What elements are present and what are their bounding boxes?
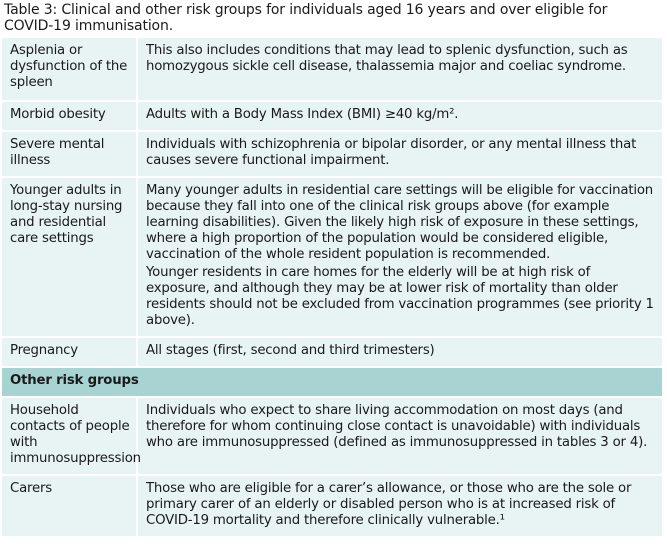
description-text: Individuals with schizophrenia or bipolar disorder, or any mental illness that causes severe functional impairment. [146, 137, 637, 168]
description-text: All stages (first, second and third trimesters) [146, 343, 435, 358]
description-cell [137, 177, 662, 337]
description-cell [137, 131, 662, 177]
group-cell: Younger adults in long-stay nursing and residential care settings [2, 177, 137, 337]
table-row [2, 397, 662, 475]
description-text: Individuals who expect to share living accommodation on most days (and therefore for whom continuing close contact is unavoidable) with individuals who are immunosuppressed (defined as immunosuppressed in tables 3 or 4). [146, 403, 648, 450]
description-cell [137, 397, 662, 475]
table-row [2, 337, 662, 367]
description-text: Adults with a Body Mass Index (BMI) ≥40 kg/m². [146, 107, 459, 122]
group-cell: Asplenia or dysfunction of the spleen [2, 38, 137, 101]
table-row [2, 177, 662, 337]
group-cell: Morbid obesity [2, 101, 137, 131]
section-heading: Other risk groups [2, 367, 662, 397]
description-text: Many younger adults in residential care settings will be eligible for vaccination because they fall into one of the clinical risk groups above (for example learning disabilities). Given the likely high risk of exposure in these settings, where a high proportion of the population would be considered eligible, vaccination of the whole resident population is recommended. [146, 183, 654, 262]
description-text: Younger residents in care homes for the elderly will be at high risk of exposure, and although they may be at lower risk of mortality than older residents should not be excluded from vaccination programmes (see priority 1 above). [146, 265, 654, 328]
section-heading-row [2, 367, 662, 397]
group-cell: Severe mental illness [2, 131, 137, 177]
group-cell: Pregnancy [2, 337, 137, 367]
description-text: This also includes conditions that may lead to splenic dysfunction, such as homozygous sickle cell disease, thalassemia major and coeliac syndrome. [146, 43, 628, 74]
table-row [2, 101, 662, 131]
group-cell: Household contacts of people with immunosuppression [2, 397, 137, 475]
description-cell [137, 38, 662, 101]
description-cell [137, 475, 662, 536]
group-cell: Carers [2, 475, 137, 536]
table-row [2, 38, 662, 101]
table-title: Table 3: Clinical and other risk groups for individuals aged 16 years and over eligible for COVID-19 immunisation. [4, 2, 608, 34]
description-cell [137, 101, 662, 131]
description-cell [137, 337, 662, 367]
risk-groups-table [2, 38, 662, 536]
table-row [2, 131, 662, 177]
description-text: Those who are eligible for a carer’s allowance, or those who are the sole or primary carer of an elderly or disabled person who is at increased risk of COVID-19 mortality and therefore clinically vulnerable.¹ [146, 481, 632, 528]
table-row [2, 475, 662, 536]
